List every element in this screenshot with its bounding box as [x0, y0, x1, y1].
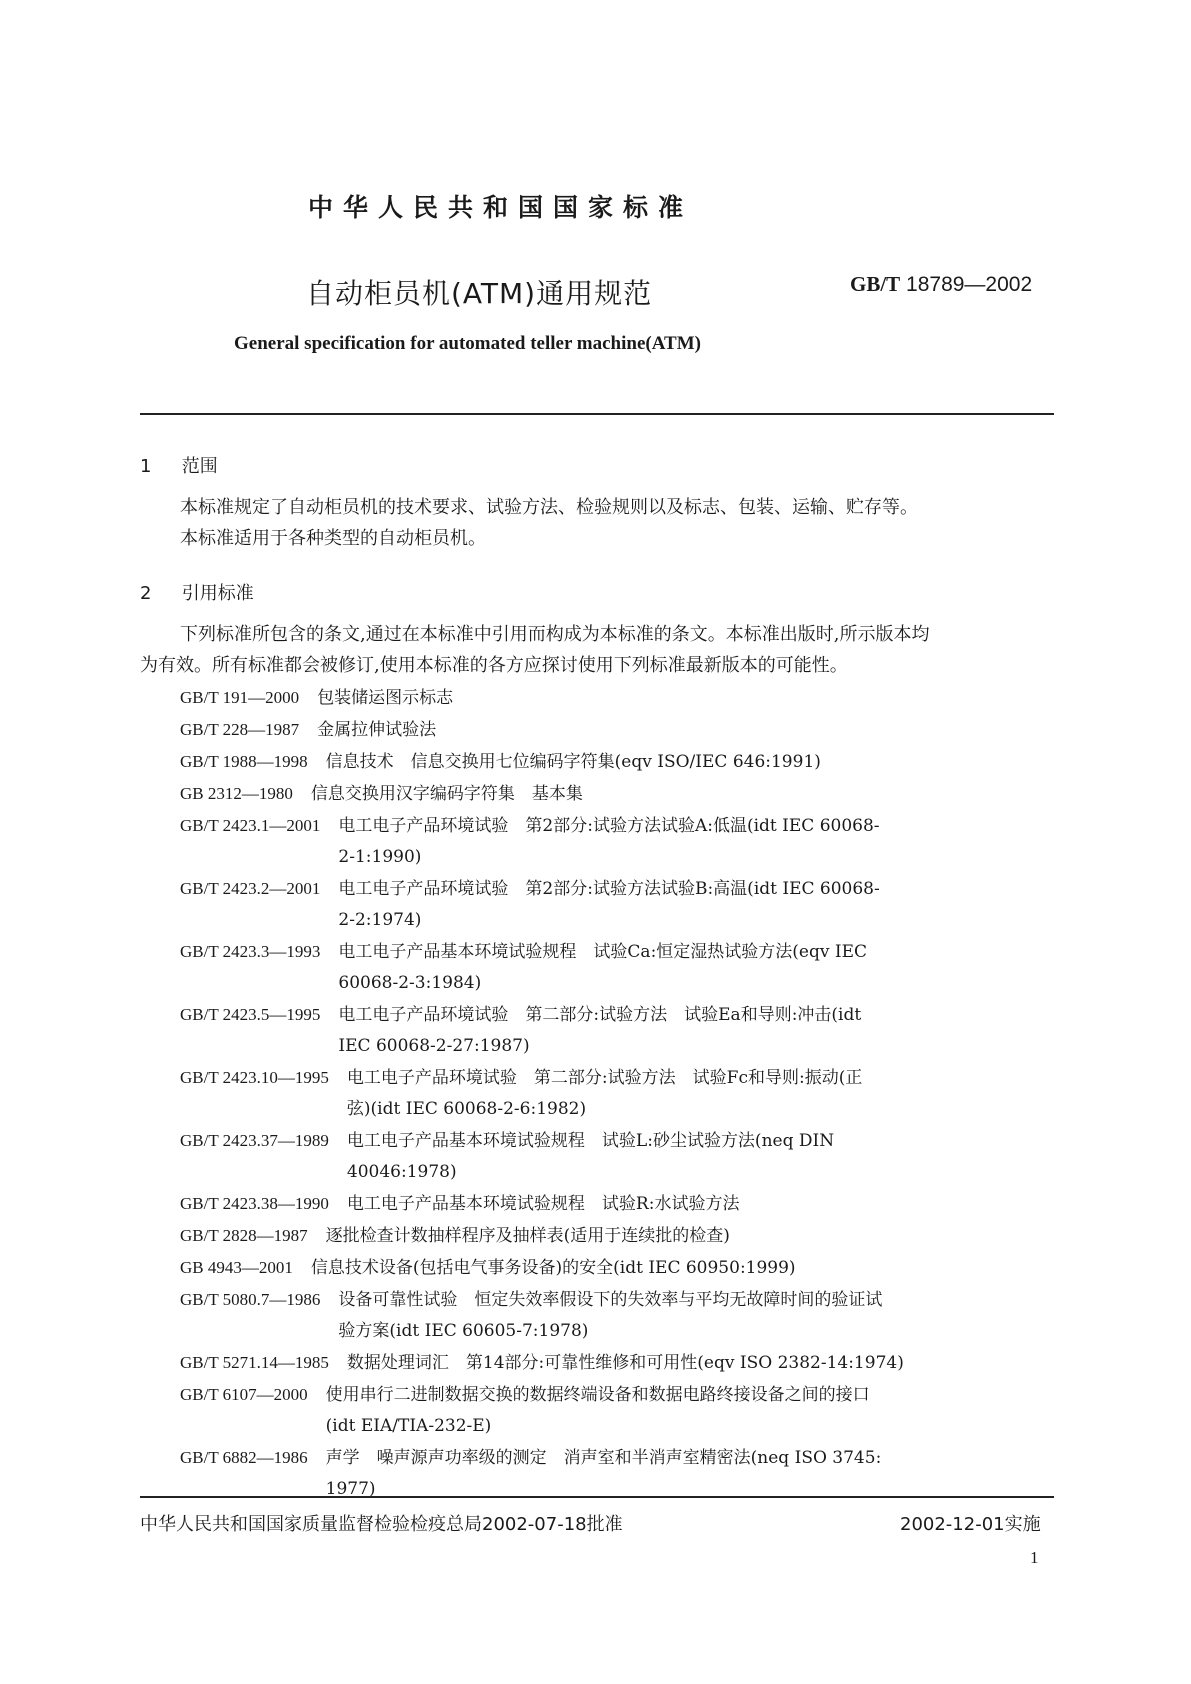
reference-code: GB/T 2423.37—1989 [180, 1131, 329, 1150]
reference-title: 信息技术设备(包括电气事务设备)的安全(idt IEC 60950:1999) [310, 1258, 796, 1278]
reference-item [180, 714, 1060, 746]
reference-code: GB 2312—1980 [180, 784, 293, 803]
reference-title: 电工电子产品环境试验 第2部分:试验方法试验B:高温(idt IEC 60068- [338, 879, 880, 899]
reference-code: GB/T 1988—1998 [180, 752, 308, 771]
reference-title: 声学 噪声源声功率级的测定 消声室和半消声室精密法(neq ISO 3745: [325, 1448, 882, 1468]
reference-title-continuation: 验方案(idt IEC 60605-7:1978) [338, 1321, 589, 1341]
standard-code-prefix: GB/T [850, 272, 901, 296]
footer-divider [140, 1496, 1054, 1498]
reference-title-continuation: 1977) [325, 1479, 376, 1499]
reference-code: GB/T 2423.2—2001 [180, 879, 321, 898]
reference-title: 金属拉伸试验法 [317, 720, 437, 740]
reference-list [180, 682, 1060, 1505]
reference-title: 电工电子产品基本环境试验规程 试验Ca:恒定湿热试验方法(eqv IEC [338, 942, 868, 962]
reference-title: 使用串行二进制数据交换的数据终端设备和数据电路终接设备之间的接口 [325, 1385, 870, 1405]
national-standard-heading: 中华人民共和国国家标准 [308, 193, 694, 222]
reference-code: GB/T 5271.14—1985 [180, 1353, 329, 1372]
page-number: 1 [1030, 1548, 1039, 1567]
standard-title-cn: 自动柜员机(ATM)通用规范 [306, 277, 653, 310]
reference-title: 包装储运图示标志 [317, 688, 454, 708]
section-title: 范围 [181, 456, 218, 477]
scope-paragraph-2: 本标准适用于各种类型的自动柜员机。 [180, 528, 486, 549]
reference-title-continuation: 弦)(idt IEC 60068-2-6:1982) [346, 1099, 587, 1119]
reference-title: 电工电子产品环境试验 第二部分:试验方法 试验Fc和导则:振动(正 [346, 1068, 863, 1088]
reference-title-continuation: 2-2:1974) [338, 910, 422, 930]
reference-item [180, 1220, 1060, 1252]
reference-title-continuation: 60068-2-3:1984) [338, 973, 482, 993]
implementation-date: 2002-12-01实施 [900, 1514, 1041, 1535]
references-intro-line-1: 下列标准所包含的条文,通过在本标准中引用而构成为本标准的条文。本标准出版时,所示版本均 [180, 624, 930, 645]
references-intro-line-2: 为有效。所有标准都会被修订,使用本标准的各方应探讨使用下列标准最新版本的可能性。 [140, 655, 848, 676]
reference-item [180, 1379, 1060, 1442]
reference-item [180, 1284, 1060, 1347]
reference-title-continuation: (idt EIA/TIA-232-E) [325, 1416, 492, 1436]
reference-title: 信息交换用汉字编码字符集 基本集 [310, 784, 583, 804]
standard-code-number: 18789—2002 [906, 273, 1033, 296]
section-title: 引用标准 [181, 583, 254, 604]
reference-code: GB/T 2423.5—1995 [180, 1005, 321, 1024]
approval-text: 中华人民共和国国家质量监督检验检疫总局2002-07-18批准 [140, 1514, 623, 1535]
section-heading-scope [140, 452, 218, 478]
reference-code: GB/T 2423.1—2001 [180, 816, 321, 835]
reference-title: 设备可靠性试验 恒定失效率假设下的失效率与平均无故障时间的验证试 [338, 1290, 883, 1310]
reference-item [180, 1252, 1060, 1284]
reference-title-continuation: IEC 60068-2-27:1987) [338, 1036, 530, 1056]
reference-code: GB/T 191—2000 [180, 688, 300, 707]
reference-title: 电工电子产品基本环境试验规程 试验R:水试验方法 [346, 1194, 740, 1214]
scope-paragraph-1: 本标准规定了自动柜员机的技术要求、试验方法、检验规则以及标志、包装、运输、贮存等。 [180, 497, 918, 518]
header-divider [140, 413, 1054, 415]
reference-code: GB 4943—2001 [180, 1258, 293, 1277]
reference-item [180, 746, 1060, 778]
reference-code: GB/T 2423.10—1995 [180, 1068, 329, 1087]
reference-title: 逐批检查计数抽样程序及抽样表(适用于连续批的检查) [325, 1226, 730, 1246]
reference-title: 数据处理词汇 第14部分:可靠性维修和可用性(eqv ISO 2382-14:1974) [346, 1353, 904, 1373]
reference-code: GB/T 6107—2000 [180, 1385, 308, 1404]
reference-title: 电工电子产品基本环境试验规程 试验L:砂尘试验方法(neq DIN [346, 1131, 835, 1151]
reference-item [180, 810, 1060, 873]
reference-item [180, 1188, 1060, 1220]
reference-item [180, 778, 1060, 810]
reference-title: 信息技术 信息交换用七位编码字符集(eqv ISO/IEC 646:1991) [325, 752, 821, 772]
section-number: 1 [140, 456, 152, 477]
reference-title: 电工电子产品环境试验 第2部分:试验方法试验A:低温(idt IEC 60068- [338, 816, 880, 836]
reference-item [180, 873, 1060, 936]
reference-code: GB/T 2828—1987 [180, 1226, 308, 1245]
reference-item [180, 999, 1060, 1062]
reference-title: 电工电子产品环境试验 第二部分:试验方法 试验Ea和导则:冲击(idt [338, 1005, 862, 1025]
reference-code: GB/T 5080.7—1986 [180, 1290, 321, 1309]
reference-code: GB/T 2423.3—1993 [180, 942, 321, 961]
reference-code: GB/T 228—1987 [180, 720, 300, 739]
standard-code [850, 272, 1032, 297]
reference-item [180, 1125, 1060, 1188]
reference-item [180, 936, 1060, 999]
reference-item [180, 682, 1060, 714]
reference-title-continuation: 40046:1978) [346, 1162, 457, 1182]
section-heading-references [140, 579, 254, 605]
reference-title-continuation: 2-1:1990) [338, 847, 422, 867]
standard-title-en: General specification for automated teller machine(ATM) [234, 333, 701, 354]
section-number: 2 [140, 583, 152, 604]
reference-code: GB/T 6882—1986 [180, 1448, 308, 1467]
reference-item [180, 1347, 1060, 1379]
reference-item [180, 1062, 1060, 1125]
reference-code: GB/T 2423.38—1990 [180, 1194, 329, 1213]
